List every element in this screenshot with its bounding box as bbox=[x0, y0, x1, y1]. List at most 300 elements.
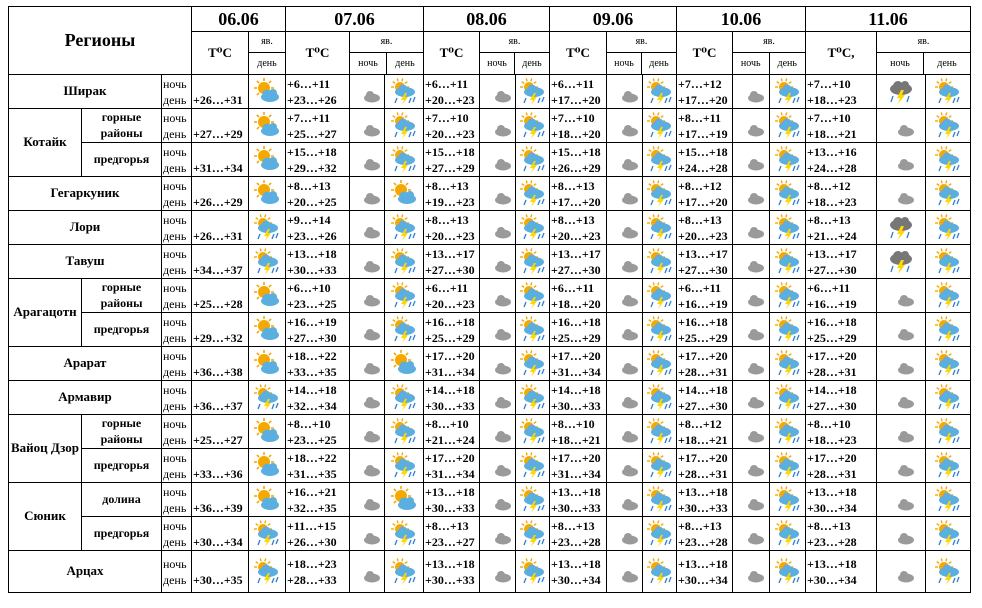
night-temp: +8…+12 bbox=[678, 416, 722, 431]
night-temp: +7…+10 bbox=[807, 76, 851, 91]
temperature-cell bbox=[192, 483, 249, 517]
night-temp bbox=[192, 314, 248, 330]
storm-cloud-icon bbox=[770, 143, 806, 177]
temperature-cell bbox=[286, 313, 350, 347]
day-temp: +29…+32 bbox=[193, 330, 243, 345]
night-label: ночь bbox=[163, 178, 187, 193]
forecast-table bbox=[8, 6, 971, 593]
night-temp: +17…+20 bbox=[678, 450, 728, 465]
day-label: день bbox=[163, 92, 187, 107]
moon-cloud-icon bbox=[733, 313, 770, 347]
storm-cloud-icon bbox=[516, 483, 550, 517]
night-temp: +8…+13 bbox=[287, 178, 331, 193]
night-temp bbox=[192, 382, 248, 398]
moon-cloud-icon bbox=[607, 245, 643, 279]
temperature-cell bbox=[286, 517, 350, 551]
storm-cloud-icon bbox=[643, 143, 677, 177]
storm-cloud-icon bbox=[770, 483, 806, 517]
phenomena-header-5 bbox=[877, 32, 971, 75]
sun-cloud-icon bbox=[249, 279, 286, 313]
day-label: день bbox=[522, 58, 542, 69]
day-temp: +18…+21 bbox=[551, 432, 601, 447]
night-temp: +8…+13 bbox=[807, 212, 851, 227]
day-label: день bbox=[163, 534, 187, 549]
temperature-cell bbox=[424, 245, 480, 279]
day-temp: +27…+30 bbox=[551, 262, 601, 277]
storm-cloud-icon bbox=[926, 75, 971, 109]
temperature-cell bbox=[424, 347, 480, 381]
night-temp: +7…+10 bbox=[551, 110, 595, 125]
temperature-cell bbox=[192, 279, 249, 313]
temperature-cell bbox=[806, 483, 877, 517]
moon-cloud-icon bbox=[877, 279, 926, 313]
day-temp: +23…+28 bbox=[678, 534, 728, 549]
temperature-cell bbox=[192, 245, 249, 279]
night-temp: +11…+15 bbox=[287, 518, 337, 533]
temperature-cell bbox=[677, 313, 733, 347]
date-header-3: 09.06 bbox=[550, 7, 677, 32]
day-temp: +27…+30 bbox=[287, 330, 337, 345]
day-temp: +20…+23 bbox=[425, 92, 475, 107]
storm-cloud-icon bbox=[770, 381, 806, 415]
moon-cloud-icon bbox=[733, 347, 770, 381]
night-temp: +18…+23 bbox=[287, 556, 337, 571]
table-row bbox=[9, 449, 971, 483]
storm-cloud-icon bbox=[516, 143, 550, 177]
subregion-name: горные районы bbox=[82, 415, 162, 449]
temperature-cell bbox=[806, 517, 877, 551]
temperature-cell bbox=[677, 347, 733, 381]
storm-cloud-icon bbox=[516, 381, 550, 415]
temperature-cell bbox=[677, 177, 733, 211]
night-temp: +6…+10 bbox=[287, 280, 331, 295]
day-temp: +28…+33 bbox=[287, 572, 337, 587]
day-temp: +30…+33 bbox=[551, 398, 601, 413]
day-label: день bbox=[777, 58, 797, 69]
day-temp: +31…+34 bbox=[551, 466, 601, 481]
night-temp: +13…+16 bbox=[807, 144, 857, 159]
day-temp: +20…+23 bbox=[425, 296, 475, 311]
night-day-labels bbox=[162, 245, 192, 279]
day-temp: +32…+35 bbox=[287, 500, 337, 515]
temperature-cell bbox=[550, 551, 607, 593]
storm-cloud-icon bbox=[643, 313, 677, 347]
day-temp: +24…+28 bbox=[678, 160, 728, 175]
storm-cloud-icon bbox=[516, 517, 550, 551]
dark-storm-cloud-icon bbox=[877, 211, 926, 245]
storm-cloud-icon bbox=[926, 517, 971, 551]
night-temp: +13…+18 bbox=[551, 556, 601, 571]
temperature-cell bbox=[806, 211, 877, 245]
moon-cloud-icon bbox=[877, 517, 926, 551]
temperature-cell bbox=[550, 75, 607, 109]
day-temp: +30…+33 bbox=[425, 572, 475, 587]
night-temp: +7…+10 bbox=[807, 110, 851, 125]
night-label: ночь bbox=[163, 556, 187, 571]
night-temp: +6…+11 bbox=[678, 280, 722, 295]
storm-cloud-icon bbox=[385, 211, 424, 245]
sun-cloud-icon bbox=[385, 483, 424, 517]
sun-cloud-icon bbox=[249, 313, 286, 347]
storm-cloud-icon bbox=[643, 551, 677, 593]
day-temp: +31…+34 bbox=[551, 364, 601, 379]
night-temp: +15…+18 bbox=[287, 144, 337, 159]
temp-header-3: T⁰C bbox=[550, 32, 607, 75]
storm-cloud-icon bbox=[385, 415, 424, 449]
night-day-labels bbox=[162, 75, 192, 109]
day-temp: +26…+29 bbox=[551, 160, 601, 175]
table-row bbox=[9, 245, 971, 279]
day-temp: +23…+28 bbox=[807, 534, 857, 549]
day-temp: +27…+30 bbox=[678, 262, 728, 277]
night-day-labels bbox=[162, 313, 192, 347]
day-temp: +36…+39 bbox=[193, 500, 243, 515]
storm-cloud-icon bbox=[926, 551, 971, 593]
day-temp: +30…+33 bbox=[551, 500, 601, 515]
night-temp: +13…+18 bbox=[807, 484, 857, 499]
moon-cloud-icon bbox=[350, 313, 385, 347]
night-temp: +14…+18 bbox=[425, 382, 475, 397]
night-temp: +18…+22 bbox=[287, 450, 337, 465]
temperature-cell bbox=[424, 177, 480, 211]
temperature-cell bbox=[550, 381, 607, 415]
storm-cloud-icon bbox=[643, 245, 677, 279]
moon-cloud-icon bbox=[480, 75, 516, 109]
night-label: ночь bbox=[163, 450, 187, 465]
night-temp: +13…+18 bbox=[287, 246, 337, 261]
storm-cloud-icon bbox=[385, 551, 424, 593]
day-temp: +31…+34 bbox=[425, 364, 475, 379]
day-temp: +18…+23 bbox=[807, 432, 857, 447]
day-temp: +33…+36 bbox=[193, 466, 243, 481]
moon-cloud-icon bbox=[607, 177, 643, 211]
moon-cloud-icon bbox=[350, 109, 385, 143]
moon-cloud-icon bbox=[607, 449, 643, 483]
moon-cloud-icon bbox=[350, 245, 385, 279]
storm-cloud-icon bbox=[770, 211, 806, 245]
temperature-cell bbox=[806, 279, 877, 313]
storm-cloud-icon bbox=[516, 415, 550, 449]
day-temp: +27…+30 bbox=[425, 262, 475, 277]
night-temp: +15…+18 bbox=[551, 144, 601, 159]
day-label: день bbox=[163, 126, 187, 141]
sun-cloud-icon bbox=[249, 75, 286, 109]
region-name: Ширак bbox=[9, 75, 162, 109]
phenomena-header-4 bbox=[733, 32, 806, 75]
moon-cloud-icon bbox=[350, 211, 385, 245]
table-row bbox=[9, 381, 971, 415]
day-temp: +26…+30 bbox=[287, 534, 337, 549]
night-temp: +14…+18 bbox=[678, 382, 728, 397]
day-temp: +29…+32 bbox=[287, 160, 337, 175]
moon-cloud-icon bbox=[733, 517, 770, 551]
sun-cloud-icon bbox=[249, 347, 286, 381]
night-temp: +8…+10 bbox=[425, 416, 469, 431]
moon-cloud-icon bbox=[733, 551, 770, 593]
date-header-4: 10.06 bbox=[677, 7, 806, 32]
day-temp: +31…+34 bbox=[425, 466, 475, 481]
storm-cloud-icon bbox=[770, 245, 806, 279]
day-temp: +21…+24 bbox=[425, 432, 475, 447]
region-name: Арарат bbox=[9, 347, 162, 381]
storm-cloud-icon bbox=[516, 449, 550, 483]
night-label: ночь bbox=[163, 314, 187, 329]
temperature-cell bbox=[424, 517, 480, 551]
moon-cloud-icon bbox=[877, 143, 926, 177]
day-temp: +20…+23 bbox=[551, 228, 601, 243]
sun-cloud-icon bbox=[249, 177, 286, 211]
temperature-cell bbox=[192, 211, 249, 245]
temperature-cell bbox=[424, 279, 480, 313]
table-row bbox=[9, 177, 971, 211]
table-row bbox=[9, 551, 971, 593]
temperature-cell bbox=[424, 109, 480, 143]
temperature-cell bbox=[192, 381, 249, 415]
table-row bbox=[9, 415, 971, 449]
moon-cloud-icon bbox=[733, 449, 770, 483]
day-temp: +28…+31 bbox=[807, 364, 857, 379]
temperature-cell bbox=[677, 415, 733, 449]
moon-cloud-icon bbox=[607, 415, 643, 449]
day-temp: +20…+23 bbox=[425, 228, 475, 243]
night-day-labels bbox=[162, 211, 192, 245]
night-temp: +8…+13 bbox=[678, 212, 722, 227]
day-temp: +32…+34 bbox=[287, 398, 337, 413]
temperature-cell bbox=[192, 415, 249, 449]
temperature-cell bbox=[286, 381, 350, 415]
night-temp bbox=[192, 110, 248, 126]
night-temp: +6…+11 bbox=[551, 280, 595, 295]
storm-cloud-icon bbox=[385, 517, 424, 551]
night-day-labels bbox=[162, 415, 192, 449]
night-temp: +17…+20 bbox=[425, 450, 475, 465]
storm-cloud-icon bbox=[926, 279, 971, 313]
region-name: Сюник bbox=[9, 483, 82, 551]
sun-cloud-icon bbox=[385, 347, 424, 381]
table-row bbox=[9, 211, 971, 245]
day-temp: +19…+23 bbox=[425, 194, 475, 209]
temperature-cell bbox=[286, 245, 350, 279]
night-temp bbox=[192, 144, 248, 160]
day-temp: +16…+19 bbox=[807, 296, 857, 311]
storm-cloud-icon bbox=[926, 245, 971, 279]
dark-storm-cloud-icon bbox=[877, 75, 926, 109]
day-temp: +25…+29 bbox=[678, 330, 728, 345]
night-temp: +13…+18 bbox=[551, 484, 601, 499]
sun-cloud-icon bbox=[249, 109, 286, 143]
moon-cloud-icon bbox=[607, 211, 643, 245]
moon-cloud-icon bbox=[877, 109, 926, 143]
temperature-cell bbox=[806, 347, 877, 381]
moon-cloud-icon bbox=[607, 381, 643, 415]
storm-cloud-icon bbox=[926, 313, 971, 347]
regions-header: Регионы bbox=[9, 7, 192, 75]
temperature-cell bbox=[192, 313, 249, 347]
day-temp: +27…+30 bbox=[807, 398, 857, 413]
temperature-cell bbox=[550, 109, 607, 143]
temperature-cell bbox=[424, 381, 480, 415]
storm-cloud-icon bbox=[643, 517, 677, 551]
date-header-5: 11.06 bbox=[806, 7, 971, 32]
date-header-2: 08.06 bbox=[424, 7, 550, 32]
day-temp: +34…+37 bbox=[193, 262, 243, 277]
day-temp: +30…+33 bbox=[287, 262, 337, 277]
temperature-cell bbox=[550, 211, 607, 245]
day-label: день bbox=[163, 432, 187, 447]
temperature-cell bbox=[806, 75, 877, 109]
night-label: ночь bbox=[163, 348, 187, 363]
day-temp: +25…+27 bbox=[193, 432, 243, 447]
temp-header-1: T⁰C bbox=[286, 32, 350, 75]
storm-cloud-icon bbox=[770, 75, 806, 109]
night-temp: +8…+13 bbox=[678, 518, 722, 533]
region-name: Гегаркуник bbox=[9, 177, 162, 211]
day-label: день bbox=[163, 572, 187, 587]
temperature-cell bbox=[424, 483, 480, 517]
night-temp: +6…+11 bbox=[551, 76, 595, 91]
night-temp bbox=[192, 518, 248, 534]
day-temp: +26…+31 bbox=[193, 92, 243, 107]
night-temp: +8…+13 bbox=[551, 518, 595, 533]
moon-cloud-icon bbox=[877, 415, 926, 449]
day-label: день bbox=[163, 466, 187, 481]
night-temp: +7…+10 bbox=[425, 110, 469, 125]
storm-cloud-icon bbox=[770, 279, 806, 313]
moon-cloud-icon bbox=[733, 483, 770, 517]
day-label: день bbox=[395, 58, 415, 69]
storm-cloud-icon bbox=[643, 483, 677, 517]
region-name: Арагацотн bbox=[9, 279, 82, 347]
temperature-cell bbox=[192, 347, 249, 381]
storm-cloud-icon bbox=[770, 551, 806, 593]
day-label: день bbox=[257, 58, 277, 69]
temperature-cell bbox=[550, 449, 607, 483]
day-temp: +25…+27 bbox=[287, 126, 337, 141]
temperature-cell bbox=[424, 211, 480, 245]
storm-cloud-icon bbox=[249, 381, 286, 415]
night-day-labels bbox=[162, 143, 192, 177]
night-temp: +8…+10 bbox=[807, 416, 851, 431]
night-temp: +15…+18 bbox=[425, 144, 475, 159]
temperature-cell bbox=[677, 109, 733, 143]
temperature-cell bbox=[677, 381, 733, 415]
storm-cloud-icon bbox=[516, 551, 550, 593]
day-temp: +18…+23 bbox=[807, 92, 857, 107]
night-label: ночь bbox=[163, 280, 187, 295]
moon-cloud-icon bbox=[480, 177, 516, 211]
storm-cloud-icon bbox=[643, 75, 677, 109]
night-label: ночь bbox=[163, 76, 187, 91]
temperature-cell bbox=[286, 347, 350, 381]
moon-cloud-icon bbox=[607, 109, 643, 143]
phenomena-label: яв. bbox=[877, 32, 970, 53]
day-temp: +30…+34 bbox=[193, 534, 243, 549]
region-name: Арцах bbox=[9, 551, 162, 593]
day-temp: +17…+19 bbox=[678, 126, 728, 141]
moon-cloud-icon bbox=[350, 279, 385, 313]
storm-cloud-icon bbox=[926, 381, 971, 415]
moon-cloud-icon bbox=[607, 517, 643, 551]
day-temp: +28…+31 bbox=[678, 364, 728, 379]
moon-cloud-icon bbox=[877, 313, 926, 347]
region-name: Тавуш bbox=[9, 245, 162, 279]
day-temp: +17…+20 bbox=[551, 194, 601, 209]
night-temp: +6…+11 bbox=[425, 76, 469, 91]
night-temp: +14…+18 bbox=[287, 382, 337, 397]
day-temp: +23…+25 bbox=[287, 432, 337, 447]
temperature-cell bbox=[424, 313, 480, 347]
day-label: день bbox=[163, 228, 187, 243]
night-temp: +17…+20 bbox=[678, 348, 728, 363]
phenomena-header-2 bbox=[480, 32, 550, 75]
moon-cloud-icon bbox=[350, 517, 385, 551]
day-temp: +23…+26 bbox=[287, 228, 337, 243]
day-temp: +28…+31 bbox=[807, 466, 857, 481]
temperature-cell bbox=[550, 245, 607, 279]
table-row bbox=[9, 347, 971, 381]
day-temp: +30…+35 bbox=[193, 572, 243, 587]
moon-cloud-icon bbox=[480, 347, 516, 381]
night-label: ночь bbox=[163, 144, 187, 159]
night-temp bbox=[192, 556, 248, 572]
night-temp: +8…+12 bbox=[807, 178, 851, 193]
moon-cloud-icon bbox=[480, 109, 516, 143]
subregion-name: предгорья bbox=[82, 517, 162, 551]
sun-cloud-icon bbox=[249, 143, 286, 177]
temperature-cell bbox=[806, 143, 877, 177]
night-temp: +7…+12 bbox=[678, 76, 722, 91]
moon-cloud-icon bbox=[480, 245, 516, 279]
day-temp: +18…+21 bbox=[807, 126, 857, 141]
night-temp bbox=[192, 246, 248, 262]
temperature-cell bbox=[192, 517, 249, 551]
temperature-cell bbox=[677, 245, 733, 279]
day-temp: +17…+20 bbox=[678, 194, 728, 209]
subregion-name: предгорья bbox=[82, 313, 162, 347]
storm-cloud-icon bbox=[643, 381, 677, 415]
temperature-cell bbox=[806, 109, 877, 143]
night-temp: +16…+18 bbox=[551, 314, 601, 329]
day-temp: +30…+33 bbox=[678, 500, 728, 515]
moon-cloud-icon bbox=[350, 75, 385, 109]
forecast-table-wrapper bbox=[8, 6, 971, 593]
night-label: ночь bbox=[877, 53, 924, 74]
storm-cloud-icon bbox=[516, 347, 550, 381]
temperature-cell bbox=[192, 177, 249, 211]
day-temp: +25…+29 bbox=[425, 330, 475, 345]
subregion-name: долина bbox=[82, 483, 162, 517]
storm-cloud-icon bbox=[926, 483, 971, 517]
moon-cloud-icon bbox=[607, 143, 643, 177]
night-temp: +17…+20 bbox=[551, 348, 601, 363]
temperature-cell bbox=[806, 551, 877, 593]
table-row bbox=[9, 279, 971, 313]
storm-cloud-icon bbox=[926, 143, 971, 177]
temperature-cell bbox=[550, 415, 607, 449]
storm-cloud-icon bbox=[249, 211, 286, 245]
temperature-cell bbox=[677, 143, 733, 177]
moon-cloud-icon bbox=[877, 347, 926, 381]
day-label: день bbox=[163, 262, 187, 277]
moon-cloud-icon bbox=[350, 449, 385, 483]
night-temp: +13…+17 bbox=[807, 246, 857, 261]
temperature-cell bbox=[677, 279, 733, 313]
moon-cloud-icon bbox=[877, 381, 926, 415]
day-temp: +28…+31 bbox=[678, 466, 728, 481]
table-header bbox=[9, 7, 971, 75]
day-temp: +18…+20 bbox=[551, 296, 601, 311]
day-label: день bbox=[163, 398, 187, 413]
